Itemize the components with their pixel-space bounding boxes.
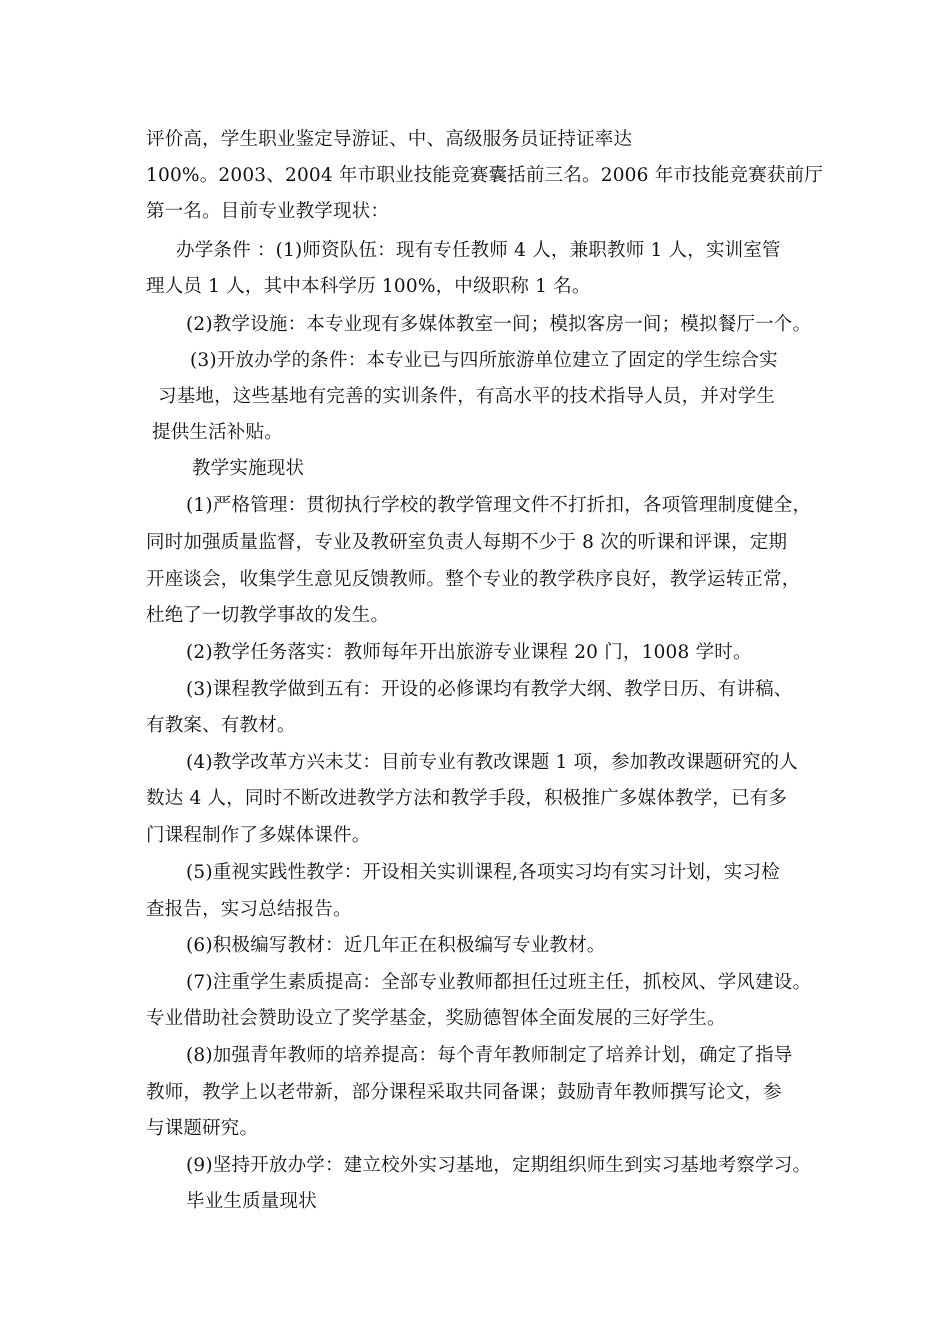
text-line: 杜绝了一切教学事故的发生。: [146, 605, 390, 626]
text-line: (7)注重学生素质提高：全部专业教师都担任过班主任，抓校风、学风建设。: [186, 972, 812, 993]
text-line: 教师，教学上以老带新，部分课程采取共同备课；鼓励青年教师撰写论文，参: [146, 1082, 782, 1103]
text-line: 习基地，这些基地有完善的实训条件，有高水平的技术指导人员，并对学生: [158, 386, 776, 407]
text-line: 办学条件 ：(1)师资队伍：现有专任教师 4 人，兼职教师 1 人，实训室管: [176, 240, 781, 261]
text-line: (3)开放办学的条件：本专业已与四所旅游单位建立了固定的学生综合实: [190, 350, 778, 371]
text-line: (5)重视实践性教学：开设相关实训课程,各项实习均有实习计划，实习检: [186, 862, 780, 883]
text-line: 有教案、有教材。: [146, 715, 296, 736]
text-line: (3)课程教学做到五有：开设的必修课均有教学大纲、教学日历、有讲稿、: [186, 679, 793, 700]
text-line: (4)教学改革方兴未艾：目前专业有教改课题 1 项，参加教改课题研究的人: [186, 752, 798, 773]
text-line: 提供生活补贴。: [152, 422, 283, 443]
text-line: 100%。2003、2004 年市职业技能竞赛囊括前三名。2006 年市技能竞赛获前厅: [146, 165, 823, 186]
text-line: 门课程制作了多媒体课件。: [146, 825, 371, 846]
text-line: 开座谈会，收集学生意见反馈教师。整个专业的教学秩序良好，教学运转正常，: [146, 569, 801, 590]
text-line: 第一名。目前专业教学现状：: [146, 201, 390, 222]
text-line: 专业借助社会赞助设立了奖学基金，奖励德智体全面发展的三好学生。: [146, 1008, 726, 1029]
text-line: 理人员 1 人，其中本科学历 100%，中级职称 1 名。: [146, 276, 591, 297]
text-line: (6)积极编写教材：近几年正在积极编写专业教材。: [186, 935, 606, 956]
section-heading: 毕业生质量现状: [186, 1191, 317, 1212]
text-line: (8)加强青年教师的培养提高：每个青年教师制定了培养计划，确定了指导: [186, 1045, 793, 1066]
text-line: (2)教学任务落实：教师每年开出旅游专业课程 20 门，1008 学时。: [186, 642, 752, 663]
text-line: 评价高，学生职业鉴定导游证、中、高级服务员证持证率达: [146, 129, 633, 150]
text-line: 数达 4 人，同时不断改进教学方法和教学手段，积极推广多媒体教学，已有多: [146, 788, 788, 809]
text-line: (1)严格管理：贯彻执行学校的教学管理文件不打折扣，各项管理制度健全，: [186, 495, 812, 516]
section-heading: 教学实施现状: [192, 458, 305, 479]
text-line: 查报告，实习总结报告。: [146, 899, 352, 920]
text-line: (2)教学设施：本专业现有多媒体教室一间；模拟客房一间；模拟餐厅一个。: [186, 314, 812, 335]
text-line: (9)坚持开放办学：建立校外实习基地，定期组织师生到实习基地考察学习。: [186, 1155, 812, 1176]
text-line: 与课题研究。: [146, 1118, 259, 1139]
text-line: 同时加强质量监督，专业及教研室负责人每期不少于 8 次的听课和评课，定期: [146, 532, 788, 553]
